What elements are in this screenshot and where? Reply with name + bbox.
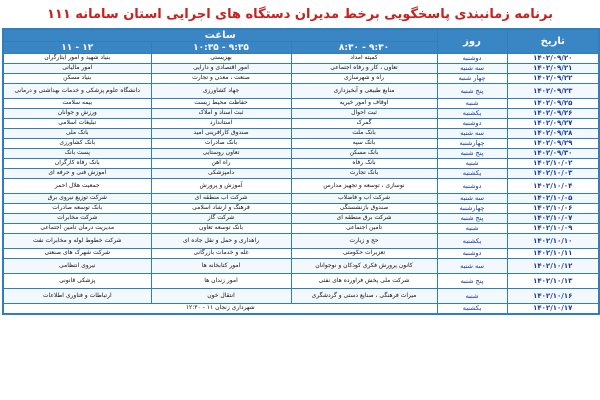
slot-1-cell: راه و شهرسازی	[291, 74, 437, 84]
slot-3-cell: ارتباطات و فناوری اطلاعات	[3, 289, 151, 304]
slot-1-cell: تعزیرات حکومتی	[291, 249, 437, 259]
slot-1-cell: تامین اجتماعی	[291, 224, 437, 234]
table-row	[3, 54, 599, 64]
slot-2-cell: جهاد کشاورزی	[151, 84, 291, 99]
date-cell: ۱۴۰۲/۱۰/۱۳	[507, 274, 599, 289]
table-row	[3, 249, 599, 259]
slot-2-cell: بهزیستی	[151, 54, 291, 64]
slot-3-cell: بنیاد مسکن	[3, 74, 151, 84]
slot-3-cell: بانک توسعه صادرات	[3, 204, 151, 214]
slot-3-cell: آموزش فنی و حرفه ای	[3, 169, 151, 179]
date-cell: ۱۴۰۲/۰۹/۲۹	[507, 139, 599, 149]
day-cell: چهارشنبه	[437, 139, 507, 149]
slot-3-cell: بانک ملی	[3, 129, 151, 139]
table-row	[3, 129, 599, 139]
table-row	[3, 179, 599, 194]
date-cell: ۱۴۰۲/۱۰/۱۰	[507, 234, 599, 249]
date-cell: ۱۴۰۲/۱۰/۰۷	[507, 214, 599, 224]
header-slot-3: ۱۲ - ۱۱	[3, 42, 151, 54]
slot-3-cell: مدیریت درمان تامین اجتماعی	[3, 224, 151, 234]
table-body	[3, 54, 599, 315]
slot-3-cell: تبلیغات اسلامی	[3, 119, 151, 129]
day-cell: شنبه	[437, 224, 507, 234]
table-row	[3, 119, 599, 129]
slot-1-cell: بانک تجارت	[291, 169, 437, 179]
slot-1-cell: شرکت آب و فاضلاب	[291, 194, 437, 204]
date-cell: ۱۴۰۲/۰۹/۳۰	[507, 149, 599, 159]
slot-2-cell: استاندارد	[151, 119, 291, 129]
slot-2-cell: راه آهن	[151, 159, 291, 169]
date-cell: ۱۴۰۲/۰۹/۲۲	[507, 74, 599, 84]
date-cell: ۱۴۰۲/۰۹/۲۶	[507, 109, 599, 119]
slot-1-cell: میراث فرهنگی ، صنایع دستی و گردشگری	[291, 289, 437, 304]
date-cell: ۱۴۰۲/۱۰/۰۵	[507, 194, 599, 204]
date-cell: ۱۴۰۲/۱۰/۰۴	[507, 179, 599, 194]
date-cell: ۱۴۰۲/۰۹/۲۵	[507, 99, 599, 109]
day-cell: دوشنبه	[437, 249, 507, 259]
date-cell: ۱۴۰۲/۱۰/۰۲	[507, 159, 599, 169]
table-row	[3, 304, 599, 315]
table-row	[3, 224, 599, 234]
day-cell: شنبه	[437, 99, 507, 109]
slot-2-cell: انتقال خون	[151, 289, 291, 304]
slot-2-cell: صنعت ، معدن و تجارت	[151, 74, 291, 84]
slot-3-cell: امور مالیاتی	[3, 64, 151, 74]
table-row	[3, 139, 599, 149]
page-title: برنامه زمانبندی پاسخگویی برخط مدیران دستگاه های اجرایی استان سامانه ۱۱۱	[46, 7, 554, 22]
slot-1-cell: تعاون ، کار و رفاه اجتماعی	[291, 64, 437, 74]
date-cell: ۱۴۰۲/۰۹/۲۸	[507, 129, 599, 139]
table-header-row	[3, 29, 599, 42]
day-cell: یکشنبه	[437, 109, 507, 119]
slot-1-cell: بانک ملت	[291, 129, 437, 139]
slot-2-cell: بانک توسعه تعاون	[151, 224, 291, 234]
day-cell: سه شنبه	[437, 259, 507, 274]
table-row	[3, 149, 599, 159]
slot-3-cell: بانک کشاورزی	[3, 139, 151, 149]
date-cell: ۱۴۰۲/۱۰/۱۶	[507, 289, 599, 304]
slot-1-cell: حج و زیارت	[291, 234, 437, 249]
day-cell: پنج شنبه	[437, 214, 507, 224]
slot-3-cell: بانک رفاه کارگران	[3, 159, 151, 169]
header-slot-1: ۹:۳۰ - ۸:۳۰	[291, 42, 437, 54]
date-cell: ۱۴۰۲/۱۰/۱۱	[507, 249, 599, 259]
slot-2-cell: ثبت اسناد و املاک	[151, 109, 291, 119]
day-cell: یکشنبه	[437, 169, 507, 179]
slot-2-cell: تعاون روستایی	[151, 149, 291, 159]
table-row	[3, 159, 599, 169]
merged-slot-cell: شهرداری زنجان ۱۱ - ۱۲:۳۰	[3, 304, 437, 315]
slot-3-cell: نیروی انتظامی	[3, 259, 151, 274]
day-cell: سه شنبه	[437, 194, 507, 204]
slot-2-cell: غله و خدمات بازرگانی	[151, 249, 291, 259]
day-cell: دوشنبه	[437, 119, 507, 129]
day-cell: پنج شنبه	[437, 84, 507, 99]
slot-1-cell: بانک رفاه	[291, 159, 437, 169]
slot-2-cell: فرهنگ و ارشاد اسلامی	[151, 204, 291, 214]
schedule-table	[2, 28, 600, 315]
table-row	[3, 169, 599, 179]
slot-1-cell: ثبت احوال	[291, 109, 437, 119]
slot-1-cell: کمیته امداد	[291, 54, 437, 64]
date-cell: ۱۴۰۲/۰۹/۲۰	[507, 54, 599, 64]
table-row	[3, 204, 599, 214]
table-row	[3, 234, 599, 249]
slot-3-cell: شرکت خطوط لوله و مخابرات نفت	[3, 234, 151, 249]
slot-2-cell: آموزش و پرورش	[151, 179, 291, 194]
slot-2-cell: راهداری و حمل و نقل جاده ای	[151, 234, 291, 249]
slot-1-cell: بانک سپه	[291, 139, 437, 149]
slot-3-cell: شرکت توزیع نیروی برق	[3, 194, 151, 204]
slot-3-cell: پزشکی قانونی	[3, 274, 151, 289]
header-day: روز	[437, 29, 507, 54]
date-cell: ۱۴۰۲/۱۰/۰۹	[507, 224, 599, 234]
day-cell: چهارشنبه	[437, 204, 507, 214]
day-cell: یکشنبه	[437, 234, 507, 249]
day-cell: شنبه	[437, 289, 507, 304]
slot-3-cell: بنیاد شهید و امور ایثارگران	[3, 54, 151, 64]
slot-3-cell: ورزش و جوانان	[3, 109, 151, 119]
slot-1-cell: کانون پرورش فکری کودکان و نوجوانان	[291, 259, 437, 274]
slot-2-cell: امور اقتصادی و دارایی	[151, 64, 291, 74]
table-row	[3, 274, 599, 289]
date-cell: ۱۴۰۲/۱۰/۰۶	[507, 204, 599, 214]
slot-2-cell: دامپزشکی	[151, 169, 291, 179]
slot-2-cell: شرکت گاز	[151, 214, 291, 224]
day-cell: سه شنبه	[437, 64, 507, 74]
date-cell: ۱۴۰۲/۰۹/۲۱	[507, 64, 599, 74]
slot-3-cell: دانشگاه علوم پزشکی و خدمات بهداشتی و درمانی	[3, 84, 151, 99]
date-cell: ۱۴۰۲/۱۰/۰۳	[507, 169, 599, 179]
day-cell: چهار شنبه	[437, 74, 507, 84]
header-time: ساعت	[3, 29, 437, 42]
date-cell: ۱۴۰۲/۰۹/۲۳	[507, 84, 599, 99]
slot-1-cell: شرکت ملی پخش فراورده های نفتی	[291, 274, 437, 289]
day-cell: سه شنبه	[437, 129, 507, 139]
slot-1-cell: شرکت برق منطقه ای	[291, 214, 437, 224]
table-row	[3, 99, 599, 109]
slot-1-cell: منابع طبیعی و آبخیزداری	[291, 84, 437, 99]
table-row	[3, 84, 599, 99]
slot-3-cell: جمعیت هلال احمر	[3, 179, 151, 194]
slot-3-cell: شرکت شهرک های صنعتی	[3, 249, 151, 259]
slot-3-cell: پست بانک	[3, 149, 151, 159]
date-cell: ۱۴۰۲/۰۹/۲۷	[507, 119, 599, 129]
slot-2-cell: امور زندان ها	[151, 274, 291, 289]
slot-1-cell: گمرک	[291, 119, 437, 129]
date-cell: ۱۴۰۲/۱۰/۱۲	[507, 259, 599, 274]
header-slot-2: ۹:۳۵ - ۱۰:۳۵	[151, 42, 291, 54]
table-row	[3, 214, 599, 224]
table-row	[3, 109, 599, 119]
slot-2-cell: شرکت آب منطقه ای	[151, 194, 291, 204]
slot-1-cell: نوسازی ، توسعه و تجهیز مدارس	[291, 179, 437, 194]
slot-2-cell: امور کتابخانه ها	[151, 259, 291, 274]
slot-1-cell: صندوق بازنشستگی	[291, 204, 437, 214]
slot-2-cell: صندوق کارآفرینی امید	[151, 129, 291, 139]
table-row	[3, 64, 599, 74]
day-cell: شنبه	[437, 159, 507, 169]
table-row	[3, 194, 599, 204]
slot-2-cell: بانک صادرات	[151, 139, 291, 149]
slot-1-cell: بانک مسکن	[291, 149, 437, 159]
table-row	[3, 289, 599, 304]
header-date: تاریخ	[507, 29, 599, 54]
day-cell: پنج شنبه	[437, 274, 507, 289]
slot-1-cell: اوقاف و امور خیریه	[291, 99, 437, 109]
slot-3-cell: بیمه سلامت	[3, 99, 151, 109]
day-cell: دوشنبه	[437, 54, 507, 64]
date-cell: ۱۴۰۲/۱۰/۱۷	[507, 304, 599, 315]
table-row	[3, 74, 599, 84]
day-cell: دوشنبه	[437, 179, 507, 194]
slot-2-cell: حفاظت محیط زیست	[151, 99, 291, 109]
day-cell: پنج شنبه	[437, 149, 507, 159]
day-cell: یکشنبه	[437, 304, 507, 315]
table-row	[3, 259, 599, 274]
slot-3-cell: شرکت مخابرات	[3, 214, 151, 224]
